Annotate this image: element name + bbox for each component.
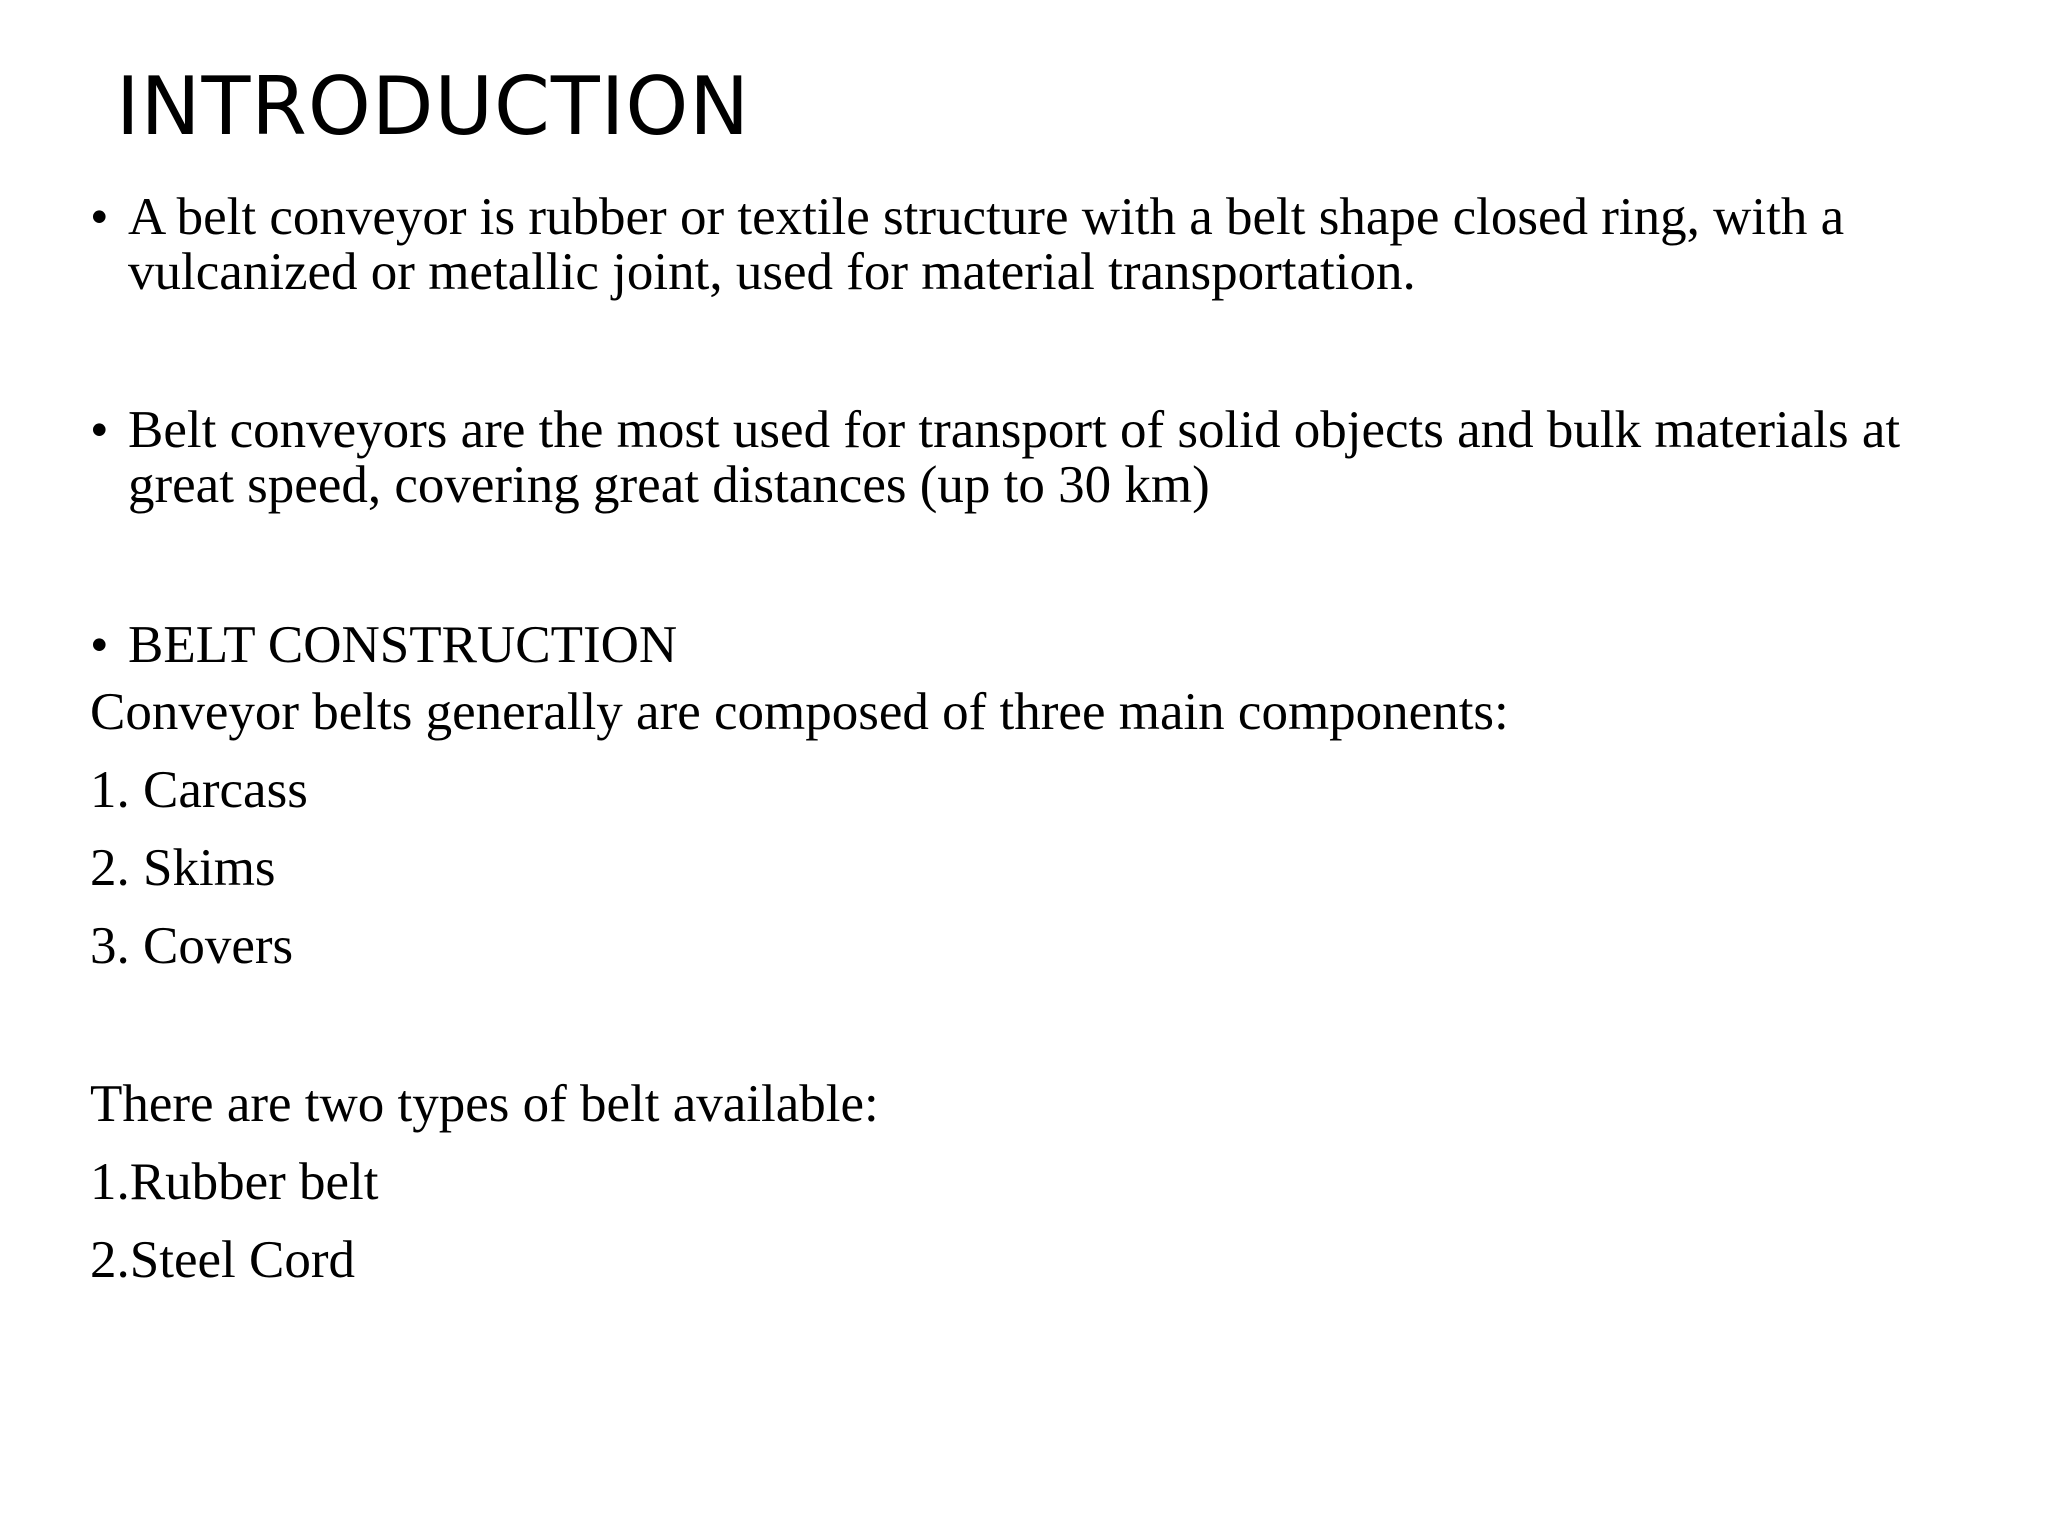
component-item: 1. Carcass: [90, 761, 308, 819]
type-item: 1.Rubber belt: [90, 1153, 379, 1211]
bullet-item: [90, 618, 1990, 673]
type-item: 2.Steel Cord: [90, 1231, 355, 1289]
components-intro: Conveyor belts generally are composed of three main components:: [90, 683, 1509, 741]
slide-title: INTRODUCTION: [116, 60, 751, 153]
bullet-dot: •: [90, 188, 109, 246]
bullet-item: [90, 190, 1990, 300]
component-item: 2. Skims: [90, 839, 276, 897]
types-intro: There are two types of belt available:: [90, 1075, 879, 1133]
bullet-item: [90, 403, 1990, 513]
spacer: [90, 985, 1990, 1065]
bullet-text: Belt conveyors are the most used for transport of solid objects and bulk materials at great speed, covering great distances (up to 30 km): [128, 401, 1901, 514]
bullet-text: A belt conveyor is rubber or textile structure with a belt shape closed ring, with a vulcanized or metallic joint, used for material transportation.: [128, 188, 1845, 301]
bullet-dot: •: [90, 616, 109, 674]
bullet-text: BELT CONSTRUCTION: [128, 616, 678, 674]
slide-body: [90, 190, 1990, 1299]
component-item: 3. Covers: [90, 917, 294, 975]
bullet-dot: •: [90, 401, 109, 459]
